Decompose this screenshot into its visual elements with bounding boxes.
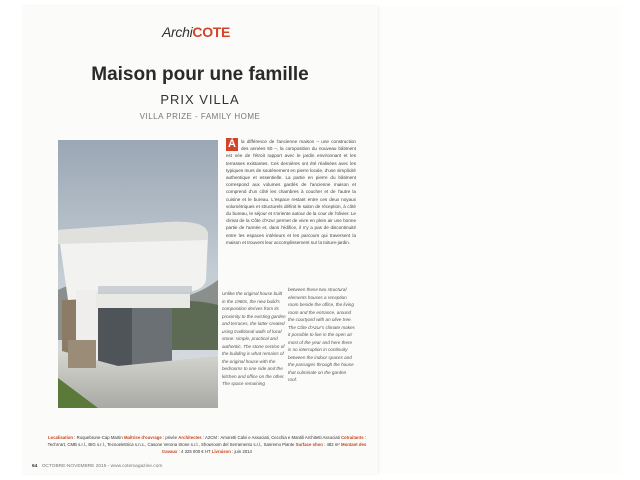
page-footer bbox=[32, 464, 162, 469]
prize-title-en: VILLA PRIZE - FAMILY HOME bbox=[139, 112, 261, 121]
issue-info: OCTOBRE-NOVEMBRE 2015 - www.cotemagazine.com bbox=[41, 464, 163, 469]
magazine-logo bbox=[162, 24, 230, 40]
credit-label-amount: Montant des travaux bbox=[162, 442, 367, 454]
prize-title: PRIX VILLA bbox=[160, 92, 240, 107]
intro-text: la différence de l'ancienne maison – une construction des années 60 –, la composition du nouveau bâtiment est née de l'étroit rapport avec le jardin environnant et les terrasses existantes. Ces dernières ont été réalisées avec les typiques murs de soutènement en pierre locale, d'une simplicité authentique et essentielle. La partie en pierre du bâtiment correspond aux volumes gardés de l'ancienne maison et comprend d'un côté les chambres à coucher et de l'autre la cuisine et le bureau. L'espace restant entre ces deux noyaux volumétriques et structurels définit le salon de réception, à côté du bureau, le séjour et s'oriente autour de la cour de l'olivier. Le climat de la Côte d'Azur permet de vivre en plein air une bonne partie de l'année et, dans l'édifice, il n'y a pas de discontinuité entre les espaces intérieurs et les parcours qui traversent la maison et trouvent leur accomplissement sur la toiture-jardin. bbox=[226, 139, 356, 245]
english-column-1: Unlike the original house built in the 1960s, the new build's composition derives from its proximity to the existing garden and terraces, the latter created using traditional walls of local stone: simple, practical and authentic. The stone section of the building is what remains of the original house with the bedrooms to one side and the kitchen and office on the other. The space remaining bbox=[222, 291, 286, 386]
drop-cap: À bbox=[226, 138, 238, 151]
villa-photo bbox=[58, 140, 218, 408]
credit-label-owner: Maîtrise d'ouvrage bbox=[123, 435, 162, 440]
credit-label-architects: Architectes bbox=[178, 435, 202, 440]
credit-contractors: Techn'art, CMB s.r.l., BIG s.r.l., Tecnoelettrica s.n.c., Casone Verona Stone s.r.l., Showroom del Serramento s.r.l., Sanremo Piante bbox=[47, 442, 295, 447]
credit-delivery: juin 2014 bbox=[234, 449, 252, 454]
credit-owner: privée bbox=[165, 435, 178, 440]
credit-label-location: Localisation bbox=[47, 435, 74, 440]
logo-text-archi: Archi bbox=[162, 24, 193, 40]
english-column-2: between these two structural elements houses a reception room beside the office, the living room and the entrance, around the courtyard with an olive tree. The Côte d'Azur's climate makes it possible to live in the open air most of the year and here there is no interruption in continuity between the indoor spaces and the passages through the house that culminate on the garden roof. bbox=[288, 287, 355, 382]
credit-surface: 482 m² bbox=[326, 442, 340, 447]
intro-text-block bbox=[226, 138, 356, 246]
page-number: 64 bbox=[32, 464, 38, 469]
credits-block: Localisation : Roquebrune-Cap Martin Maîtrise d'ouvrage : privée Architectes : A2CM : Amoretti Calvi e Associati, Cecchia e Mantili Architetti Associati Cotraitants : Techn'art, CMB s.r.l., BIG s.r.l., Tecnoelettrica s.n.c., Casone Verona Stone s.r.l., Showroom del Serramento s.r.l., Sanremo Piante Surface shon : 482 m² Montant des travaux : 4 325 000 € HT Livraison : juin 2014 bbox=[47, 435, 367, 454]
credit-architects: A2CM : Amoretti Calvi e Associati, Cecchia e Mantili Architetti Associati bbox=[205, 435, 340, 440]
credit-location: Roquebrune-Cap Martin bbox=[76, 435, 123, 440]
credit-label-contractors: Cotraitants bbox=[340, 435, 364, 440]
article-title: Maison pour une famille bbox=[91, 64, 309, 85]
logo-text-cote: COTE bbox=[192, 24, 231, 40]
credit-label-surface: Surface shon bbox=[295, 442, 323, 447]
right-page-blank bbox=[380, 6, 620, 474]
credit-amount: 4 325 000 € HT bbox=[180, 449, 211, 454]
left-page bbox=[22, 6, 378, 474]
credit-label-delivery: Livraison bbox=[211, 449, 231, 454]
